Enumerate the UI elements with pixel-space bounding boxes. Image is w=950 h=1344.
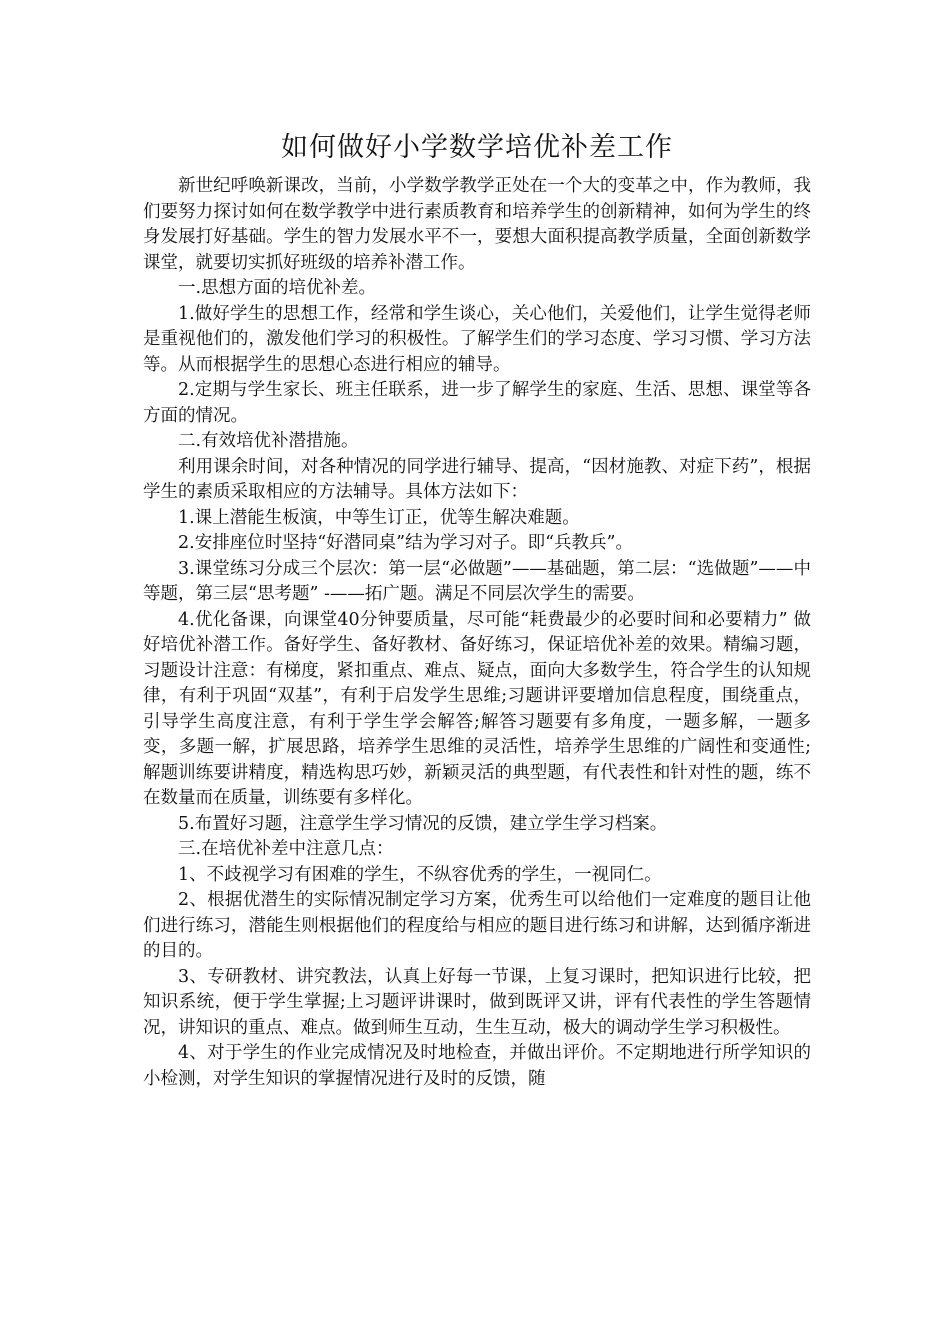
paragraph: 2.定期与学生家长、班主任联系，进一步了解学生的家庭、生活、思想、课堂等各方面的情况。 xyxy=(143,380,811,426)
paragraph: 3.课堂练习分成三个层次：第一层“必做题”——基础题，第二层：“选做题”——中等题，第三层“思考题” -——拓广题。满足不同层次学生的需要。 xyxy=(143,558,811,604)
paragraph: 2.安排座位时坚持“好潜同桌”结为学习对子。即“兵教兵”。 xyxy=(178,533,633,553)
section-heading-1: 一.思想方面的培优补差。 xyxy=(178,278,377,298)
paragraph: 1.做好学生的思想工作，经常和学生谈心，关心他们，关爱他们，让学生觉得老师是重视他们的，激发他们学习的积极性。了解学生们的学习态度、学习习惯、学习方法等。从而根据学生的思想心态进行相应的辅导。 xyxy=(143,303,811,375)
paragraph: 1.课上潜能生板演，中等生订正，优等生解决难题。 xyxy=(178,507,580,528)
paragraph: 利用课余时间，对各种情况的同学进行辅导、提高，“因材施教、对症下药”，根据学生的素质采取相应的方法辅导。具体方法如下： xyxy=(143,456,811,502)
document-title: 如何做好小学数学培优补差工作 xyxy=(281,132,673,163)
section-heading-3: 三.在培优补差中注意几点： xyxy=(178,839,394,859)
section-heading-2: 二.有效培优补潜措施。 xyxy=(178,431,359,451)
paragraph: 1、不歧视学习有困难的学生，不纵容优秀的学生，一视同仁。 xyxy=(178,864,662,885)
paragraph: 4.优化备课，向课堂40分钟要质量，尽可能“耗费最少的必要时间和必要精力” 做好培优补潜工作。备好学生、备好教材、备好练习，保证培优补差的效果。精编习题，习题设计注意：有梯度，紧扣重点、难点、疑点，面向大多数学生，符合学生的认知规律，有利于巩固“双基”，有利于启发学生思维;习题讲评要增加信息程度，围绕重点，引导学生高度注意，有利于学生学会解答;解答习题要有多角度，一题多解，一题多变，多题一解，扩展思路，培养学生思维的灵活性，培养学生思维的广阔性和变通性;解题训练要讲精度，精选构思巧妙，新颖灵活的典型题，有代表性和针对性的题，练不在数量而在质量，训练要有多样化。 xyxy=(143,609,811,808)
paragraph: 3、专研教材、讲究教法，认真上好每一节课，上复习课时，把知识进行比较，把知识系统，便于学生掌握;上习题评讲课时，做到既评又讲，评有代表性的学生答题情况，讲知识的重点、难点。做到师生互动，生生互动，极大的调动学生学习积极性。 xyxy=(143,966,811,1038)
paragraph: 4、对于学生的作业完成情况及时地检查，并做出评价。不定期地进行所学知识的小检测，对学生知识的掌握情况进行及时的反馈，随 xyxy=(143,1043,811,1089)
document-page xyxy=(143,130,811,1092)
paragraph: 2、根据优潜生的实际情况制定学习方案，优秀生可以给他们一定难度的题目让他们进行练习，潜能生则根据他们的程度给与相应的题目进行练习和讲解，达到循序渐进的目的。 xyxy=(143,890,811,961)
paragraph: 5.布置好习题，注意学生学习情况的反馈，建立学生学习档案。 xyxy=(178,813,668,834)
paragraph-intro: 新世纪呼唤新课改，当前，小学数学教学正处在一个大的变革之中，作为教师，我们要努力探讨如何在数学教学中进行素质教育和培养学生的创新精神，如何为学生的终身发展打好基础。学生的智力发展水平不一，要想大面积提高教学质量，全面创新数学课堂，就要切实抓好班级的培养补潜工作。 xyxy=(143,176,811,273)
